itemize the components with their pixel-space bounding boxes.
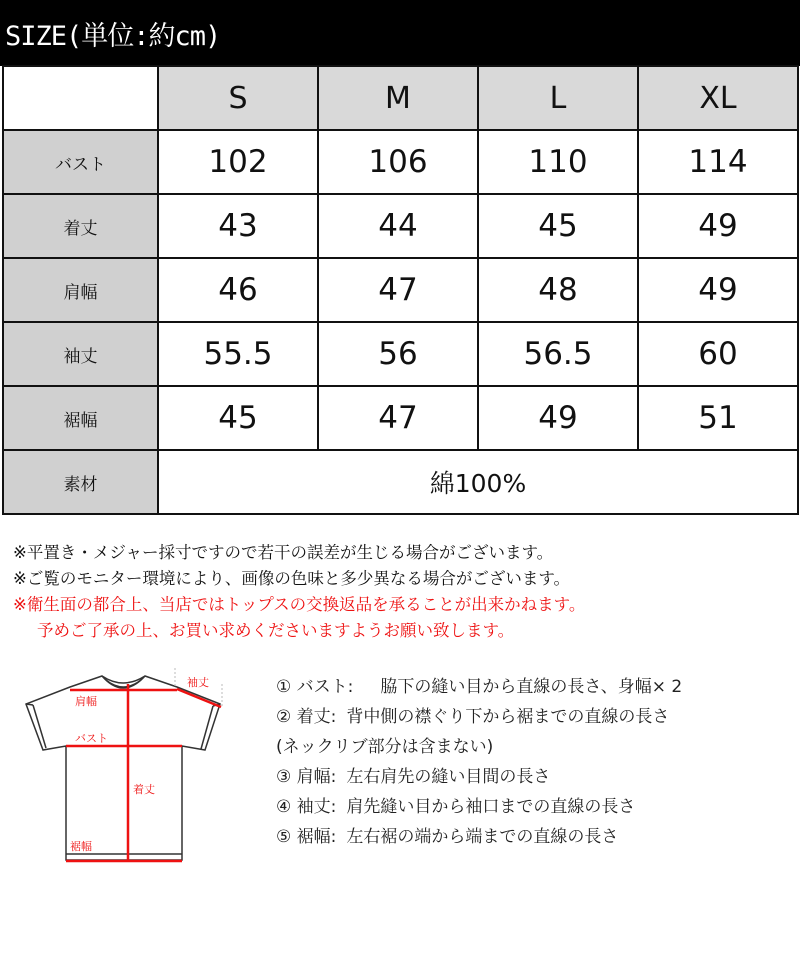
cell: 56 (318, 322, 478, 386)
notes (13, 540, 585, 644)
size-header-l: L (478, 66, 638, 130)
cell: 49 (638, 194, 798, 258)
table-row (3, 130, 798, 194)
cell: 114 (638, 130, 798, 194)
size-header-m: M (318, 66, 478, 130)
cell: 45 (478, 194, 638, 258)
size-table (2, 65, 799, 515)
cell: 49 (478, 386, 638, 450)
desc-length-note: (ネックリブ部分は含まない) (276, 737, 494, 757)
cell: 45 (158, 386, 318, 450)
size-header-xl: XL (638, 66, 798, 130)
cell: 48 (478, 258, 638, 322)
note-acknowledge: 予めご了承の上、お買い求めくださいますようお願い致します。 (37, 621, 515, 640)
cell: 102 (158, 130, 318, 194)
cell: 55.5 (158, 322, 318, 386)
label-bust: バスト (75, 732, 108, 745)
row-label: 着丈 (3, 194, 158, 258)
cell: 43 (158, 194, 318, 258)
label-shoulder: 肩幅 (75, 695, 97, 708)
table-row (3, 258, 798, 322)
tshirt-icon (20, 660, 240, 870)
row-label: 袖丈 (3, 322, 158, 386)
row-label: 裾幅 (3, 386, 158, 450)
desc-sleeve: ④ 袖丈: 肩先縫い目から袖口までの直線の長さ (276, 797, 636, 817)
label-length: 着丈 (133, 783, 155, 796)
note-no-returns: ※衛生面の都合上、当店ではトップスの交換返品を承ることが出来かねます。 (13, 595, 586, 614)
row-label: バスト (3, 130, 158, 194)
table-row (3, 386, 798, 450)
desc-hem: ⑤ 裾幅: 左右裾の端から端までの直線の長さ (276, 827, 619, 847)
cell: 106 (318, 130, 478, 194)
cell: 44 (318, 194, 478, 258)
label-sleeve: 袖丈 (187, 676, 209, 689)
label-hem: 裾幅 (70, 840, 92, 853)
material-label: 素材 (3, 450, 158, 514)
cell: 49 (638, 258, 798, 322)
cell: 60 (638, 322, 798, 386)
measurement-descriptions (276, 672, 682, 852)
table-row (3, 322, 798, 386)
header-row (3, 66, 798, 130)
cell: 47 (318, 258, 478, 322)
title-bar (0, 0, 800, 66)
tshirt-diagram (20, 660, 240, 870)
note-measurement: ※平置き・メジャー採寸ですので若干の誤差が生じる場合がございます。 (13, 543, 554, 562)
cell: 56.5 (478, 322, 638, 386)
cell: 51 (638, 386, 798, 450)
desc-length: ② 着丈: 背中側の襟ぐり下から裾までの直線の長さ (276, 707, 670, 727)
corner-cell (3, 66, 158, 130)
material-row (3, 450, 798, 514)
cell: 110 (478, 130, 638, 194)
table-row (3, 194, 798, 258)
material-value: 綿100% (158, 450, 798, 514)
row-label: 肩幅 (3, 258, 158, 322)
page-title: SIZE(単位:約cm) (5, 21, 221, 52)
desc-shoulder: ③ 肩幅: 左右肩先の縫い目間の長さ (276, 767, 551, 787)
cell: 46 (158, 258, 318, 322)
size-header-s: S (158, 66, 318, 130)
desc-bust: ① バスト: 脇下の縫い目から直線の長さ、身幅× 2 (276, 677, 683, 697)
cell: 47 (318, 386, 478, 450)
note-monitor: ※ご覧のモニター環境により、画像の色味と多少異なる場合がございます。 (13, 569, 571, 588)
